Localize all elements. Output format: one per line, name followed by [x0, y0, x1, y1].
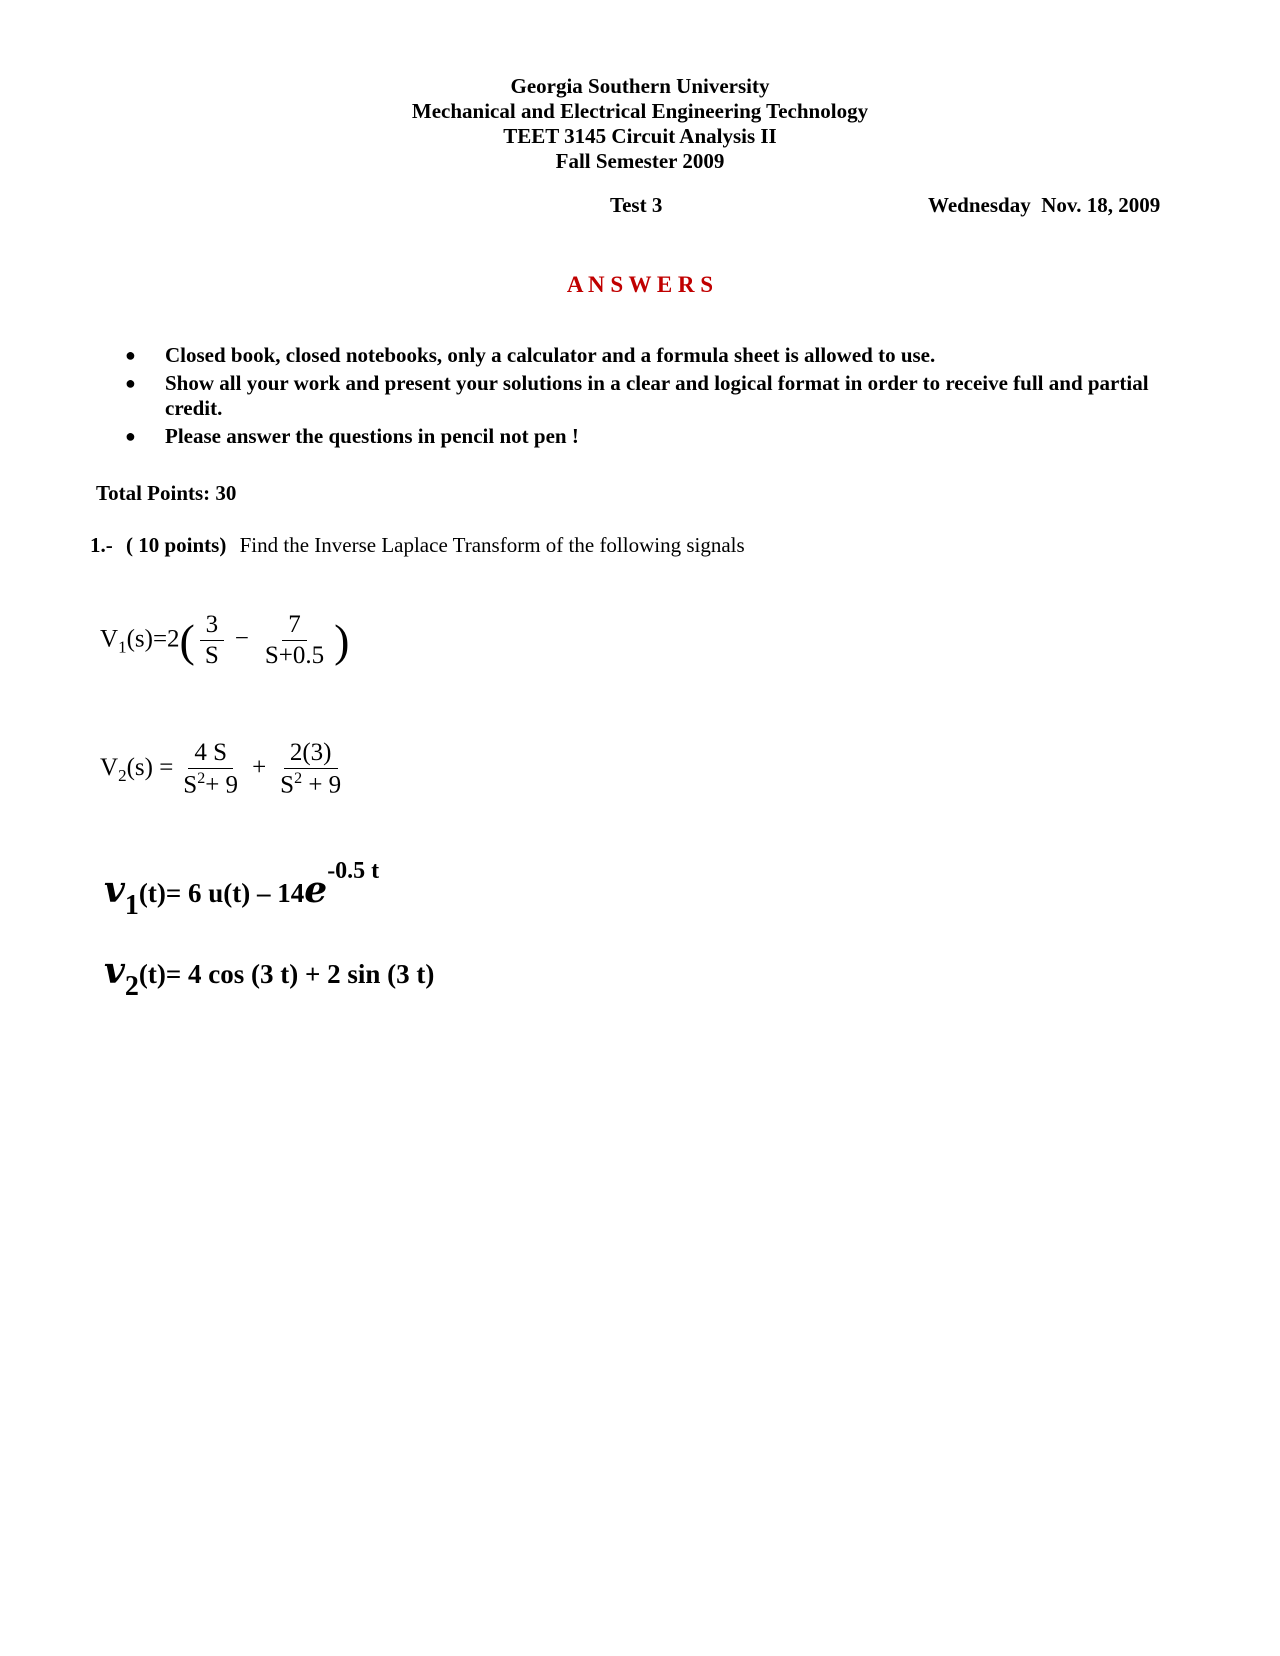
total-points: Total Points: 30 — [96, 481, 237, 505]
test-date: Wednesday Nov. 18, 2009 — [928, 193, 1161, 217]
eq2-f2-den-rest: + 9 — [302, 771, 342, 799]
eq2-f2-denominator — [274, 769, 347, 799]
question-points: ( 10 points) — [126, 533, 227, 557]
eq2-f2-den-base: S — [280, 771, 295, 799]
eq1-coef: 2 — [167, 625, 180, 653]
test-number: Test 3 — [610, 193, 663, 217]
instruction-text: Please answer the questions in pencil not pen ! — [165, 424, 579, 448]
eq1-f1-denominator: S — [204, 642, 219, 670]
ans1-sub: 1 — [124, 890, 139, 921]
ans1-e: e — [304, 869, 328, 911]
instruction-item — [125, 343, 1205, 368]
ans2-v: v — [104, 950, 125, 992]
answer-v2-t — [104, 950, 434, 1003]
eq1-f1-numerator: 3 — [200, 612, 225, 641]
bullet-icon: ● — [125, 345, 136, 365]
eq2-lhs-sub: 2 — [118, 766, 127, 786]
eq2-lhs-arg: (s) = — [126, 754, 174, 782]
answers-title: A N S W E R S — [566, 272, 714, 297]
ans1-v: v — [104, 869, 125, 911]
ans1-arg: (t)= — [138, 878, 182, 908]
eq2-f2-den-exp: 2 — [294, 770, 303, 788]
equation-v1-s — [100, 612, 349, 670]
instruction-text: Closed book, closed notebooks, only a calculator and a formula sheet is allowed to use. — [165, 343, 936, 367]
eq1-f2-numerator: 7 — [282, 612, 307, 641]
eq1-fraction-2 — [259, 612, 330, 670]
eq2-fraction-1 — [177, 740, 244, 799]
instructions-list — [125, 343, 1205, 452]
eq1-lhs-arg: (s)= — [126, 625, 168, 653]
bullet-icon: ● — [125, 373, 136, 393]
eq2-lhs: V — [100, 754, 119, 782]
instruction-item — [125, 371, 1205, 421]
eq1-operator: − — [234, 625, 249, 653]
semester: Fall Semester 2009 — [555, 149, 725, 173]
left-paren: ( — [179, 614, 195, 666]
eq2-f1-den-exp: 2 — [197, 770, 206, 788]
equation-v2-s — [100, 740, 351, 799]
question-1 — [90, 533, 745, 558]
ans1-exp: -0.5 t — [327, 858, 380, 884]
ans2-body: 4 cos (3 t) + 2 sin (3 t) — [181, 959, 435, 989]
eq2-f1-den-base: S — [183, 771, 198, 799]
bullet-icon: ● — [125, 426, 136, 446]
department-name: Mechanical and Electrical Engineering Technology — [411, 99, 869, 123]
question-prompt: Find the Inverse Laplace Transform of the following signals — [239, 533, 745, 557]
eq2-f1-den-rest: + 9 — [205, 771, 239, 799]
eq1-f2-denominator: S+0.5 — [264, 642, 325, 670]
instruction-text: Show all your work and present your solutions in a clear and logical format in order to receive full and partial credit. — [165, 371, 1149, 420]
ans1-body: 6 u(t) – 14 — [181, 878, 305, 908]
university-name: Georgia Southern University — [510, 74, 770, 98]
answer-v1-t — [104, 858, 379, 922]
eq2-operator: + — [252, 754, 267, 782]
ans2-arg: (t)= — [138, 959, 182, 989]
right-paren: ) — [334, 614, 350, 666]
eq1-lhs: V — [100, 625, 119, 653]
eq2-fraction-2 — [274, 740, 347, 799]
instruction-item — [125, 424, 1205, 449]
eq2-f1-numerator: 4 S — [188, 740, 233, 769]
question-number: 1.- — [90, 533, 113, 557]
eq2-f1-denominator — [177, 769, 244, 799]
eq1-fraction-1 — [199, 612, 225, 670]
ans2-sub: 2 — [124, 971, 139, 1002]
eq1-lhs-sub: 1 — [118, 637, 127, 657]
eq2-f2-numerator: 2(3) — [284, 740, 338, 769]
course-title: TEET 3145 Circuit Analysis II — [503, 124, 777, 148]
